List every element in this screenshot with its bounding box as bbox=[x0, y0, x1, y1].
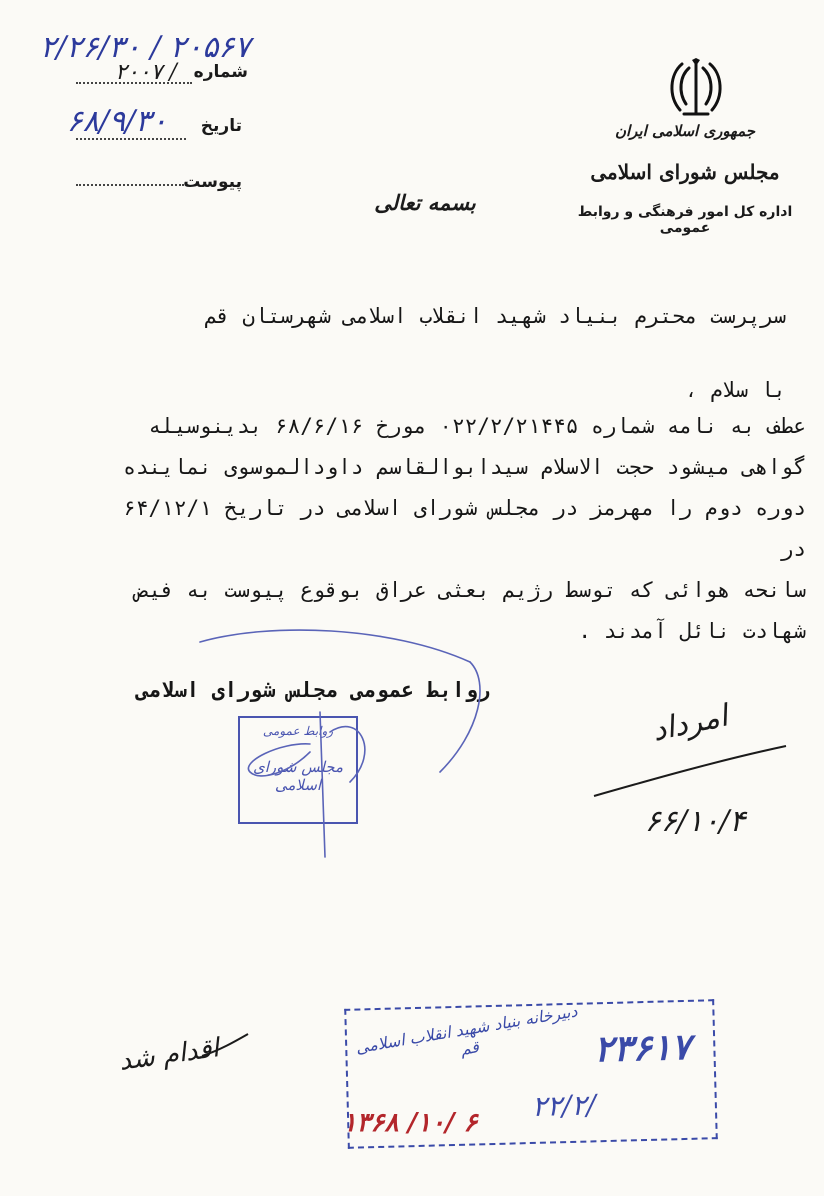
action-note-stroke bbox=[200, 1030, 250, 1060]
number-annotation: ۲/۲۶/۳۰ / ۲۰۵۶۷ bbox=[40, 30, 251, 65]
addressee-line: سرپرست محترم بنیاد شهید انقلاب اسلامی شهرستان قم bbox=[204, 304, 786, 328]
iran-emblem-icon bbox=[662, 58, 730, 122]
receipt-number: ۲۳۶۱۷ bbox=[593, 1025, 692, 1071]
receipt-code: ۲۲/۲/ bbox=[531, 1088, 597, 1123]
seal-line-1: روابط عمومی bbox=[262, 724, 334, 738]
body-line: گواهی میشود حجت الاسلام سیدابوالقاسم داودالموسوی نماینده bbox=[123, 455, 806, 479]
note-underline bbox=[590, 740, 790, 800]
country-name: جمهوری اسلامی ایران bbox=[614, 122, 756, 140]
attachment-label: پیوست bbox=[183, 172, 242, 192]
seal-line-2: مجلس شورای اسلامی bbox=[252, 758, 344, 794]
greeting-line: با سلام ، bbox=[684, 378, 786, 402]
attachment-dots bbox=[76, 184, 184, 186]
approval-note: امرداد bbox=[649, 698, 731, 749]
letter-body bbox=[96, 406, 806, 652]
date-label: تاریخ bbox=[200, 116, 242, 136]
signature-line: روابط عمومی مجلس شورای اسلامی bbox=[135, 678, 490, 702]
body-line: عطف به نامه شماره ۰۲۲/۲/۲۱۴۴۵ مورخ ۶۸/۶/۱۶ بدینوسیله bbox=[148, 414, 806, 438]
body-line: شهادت نائل آمدند . bbox=[578, 619, 806, 643]
department-name: اداره کل امور فرهنگی و روابط عمومی bbox=[577, 204, 793, 236]
receipt-red-date: ۱۳۶۸ /۱۰/ ۶ bbox=[342, 1108, 478, 1138]
body-line: دوره دوم را مهرمز در مجلس شورای اسلامی در تاریخ ۶۴/۱۲/۱ در bbox=[123, 496, 806, 561]
action-note: اقدام شد bbox=[117, 1033, 221, 1077]
number-value: ۲۰۰۷ / bbox=[115, 60, 177, 85]
date-value: ۶۸/۹/۳۰ bbox=[66, 104, 168, 139]
number-label: شماره bbox=[193, 62, 248, 82]
body-line: سانحه هوائی که توسط رژیم بعثی عراق بوقوع پیوست به فیض bbox=[135, 578, 806, 602]
organization-name: مجلس شورای اسلامی bbox=[590, 160, 780, 184]
receipt-header: دبیرخانه بنیاد شهید انقلاب اسلامی قم bbox=[354, 1001, 579, 1059]
signature-scribble bbox=[190, 622, 490, 862]
approval-date: ۶۶/۱۰/۴ bbox=[644, 804, 746, 839]
bismillah-heading: بسمه تعالی bbox=[374, 190, 476, 215]
